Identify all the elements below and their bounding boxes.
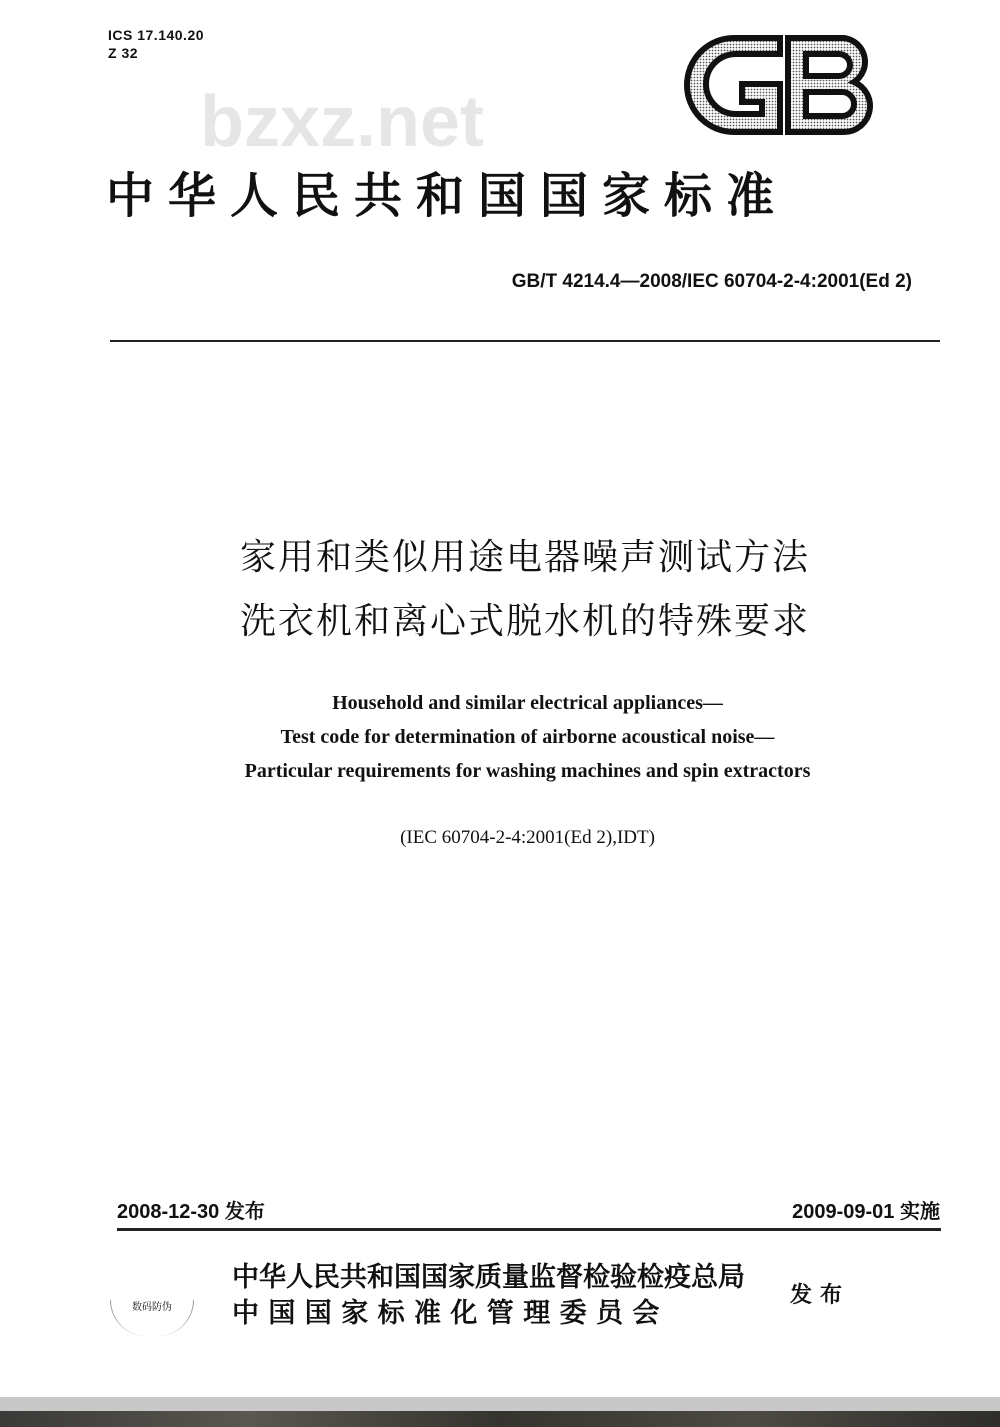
title-en-line-3: Particular requirements for washing machines and spin extractors (244, 760, 811, 782)
publish-label: 发布 (790, 1282, 851, 1307)
publisher-2: 中 国 国 家 标 准 化 管 理 委 员 会 (232, 1298, 660, 1329)
implementation-date: 2009-09-01 实施 (792, 1201, 940, 1223)
watermark: bzxz.net (200, 82, 485, 162)
equivalence-note: (IEC 60704-2-4:2001(Ed 2),IDT) (400, 827, 655, 848)
divider (110, 340, 940, 342)
ccs-code: Z 32 (108, 45, 139, 61)
ics-code: ICS 17.140.20 (108, 27, 205, 43)
title-en-line-1: Household and similar electrical appliances— (332, 692, 723, 714)
classification (108, 26, 204, 62)
title-zh-line-2: 洗衣机和离心式脱水机的特殊要求 (239, 601, 810, 642)
background-strip (0, 1411, 1000, 1427)
title-en-line-2: Test code for determination of airborne acoustical noise— (280, 726, 775, 748)
divider (117, 1228, 941, 1231)
publisher-1: 中华人民共和国国家质量监督检验检疫总局 (232, 1262, 745, 1293)
gb-logo (684, 34, 884, 136)
standard-code: GB/T 4214.4—2008/IEC 60704-2-4:2001(Ed 2) (511, 271, 912, 292)
title-zh-line-1: 家用和类似用途电器噪声测试方法 (239, 537, 810, 578)
anti-counterfeit-stamp: 数码防伪 (110, 1300, 194, 1336)
national-standard-heading: 中华人民共和国国家标准 (106, 168, 789, 224)
issue-date: 2008-12-30 发布 (117, 1201, 265, 1223)
page-gap (0, 1397, 1000, 1411)
